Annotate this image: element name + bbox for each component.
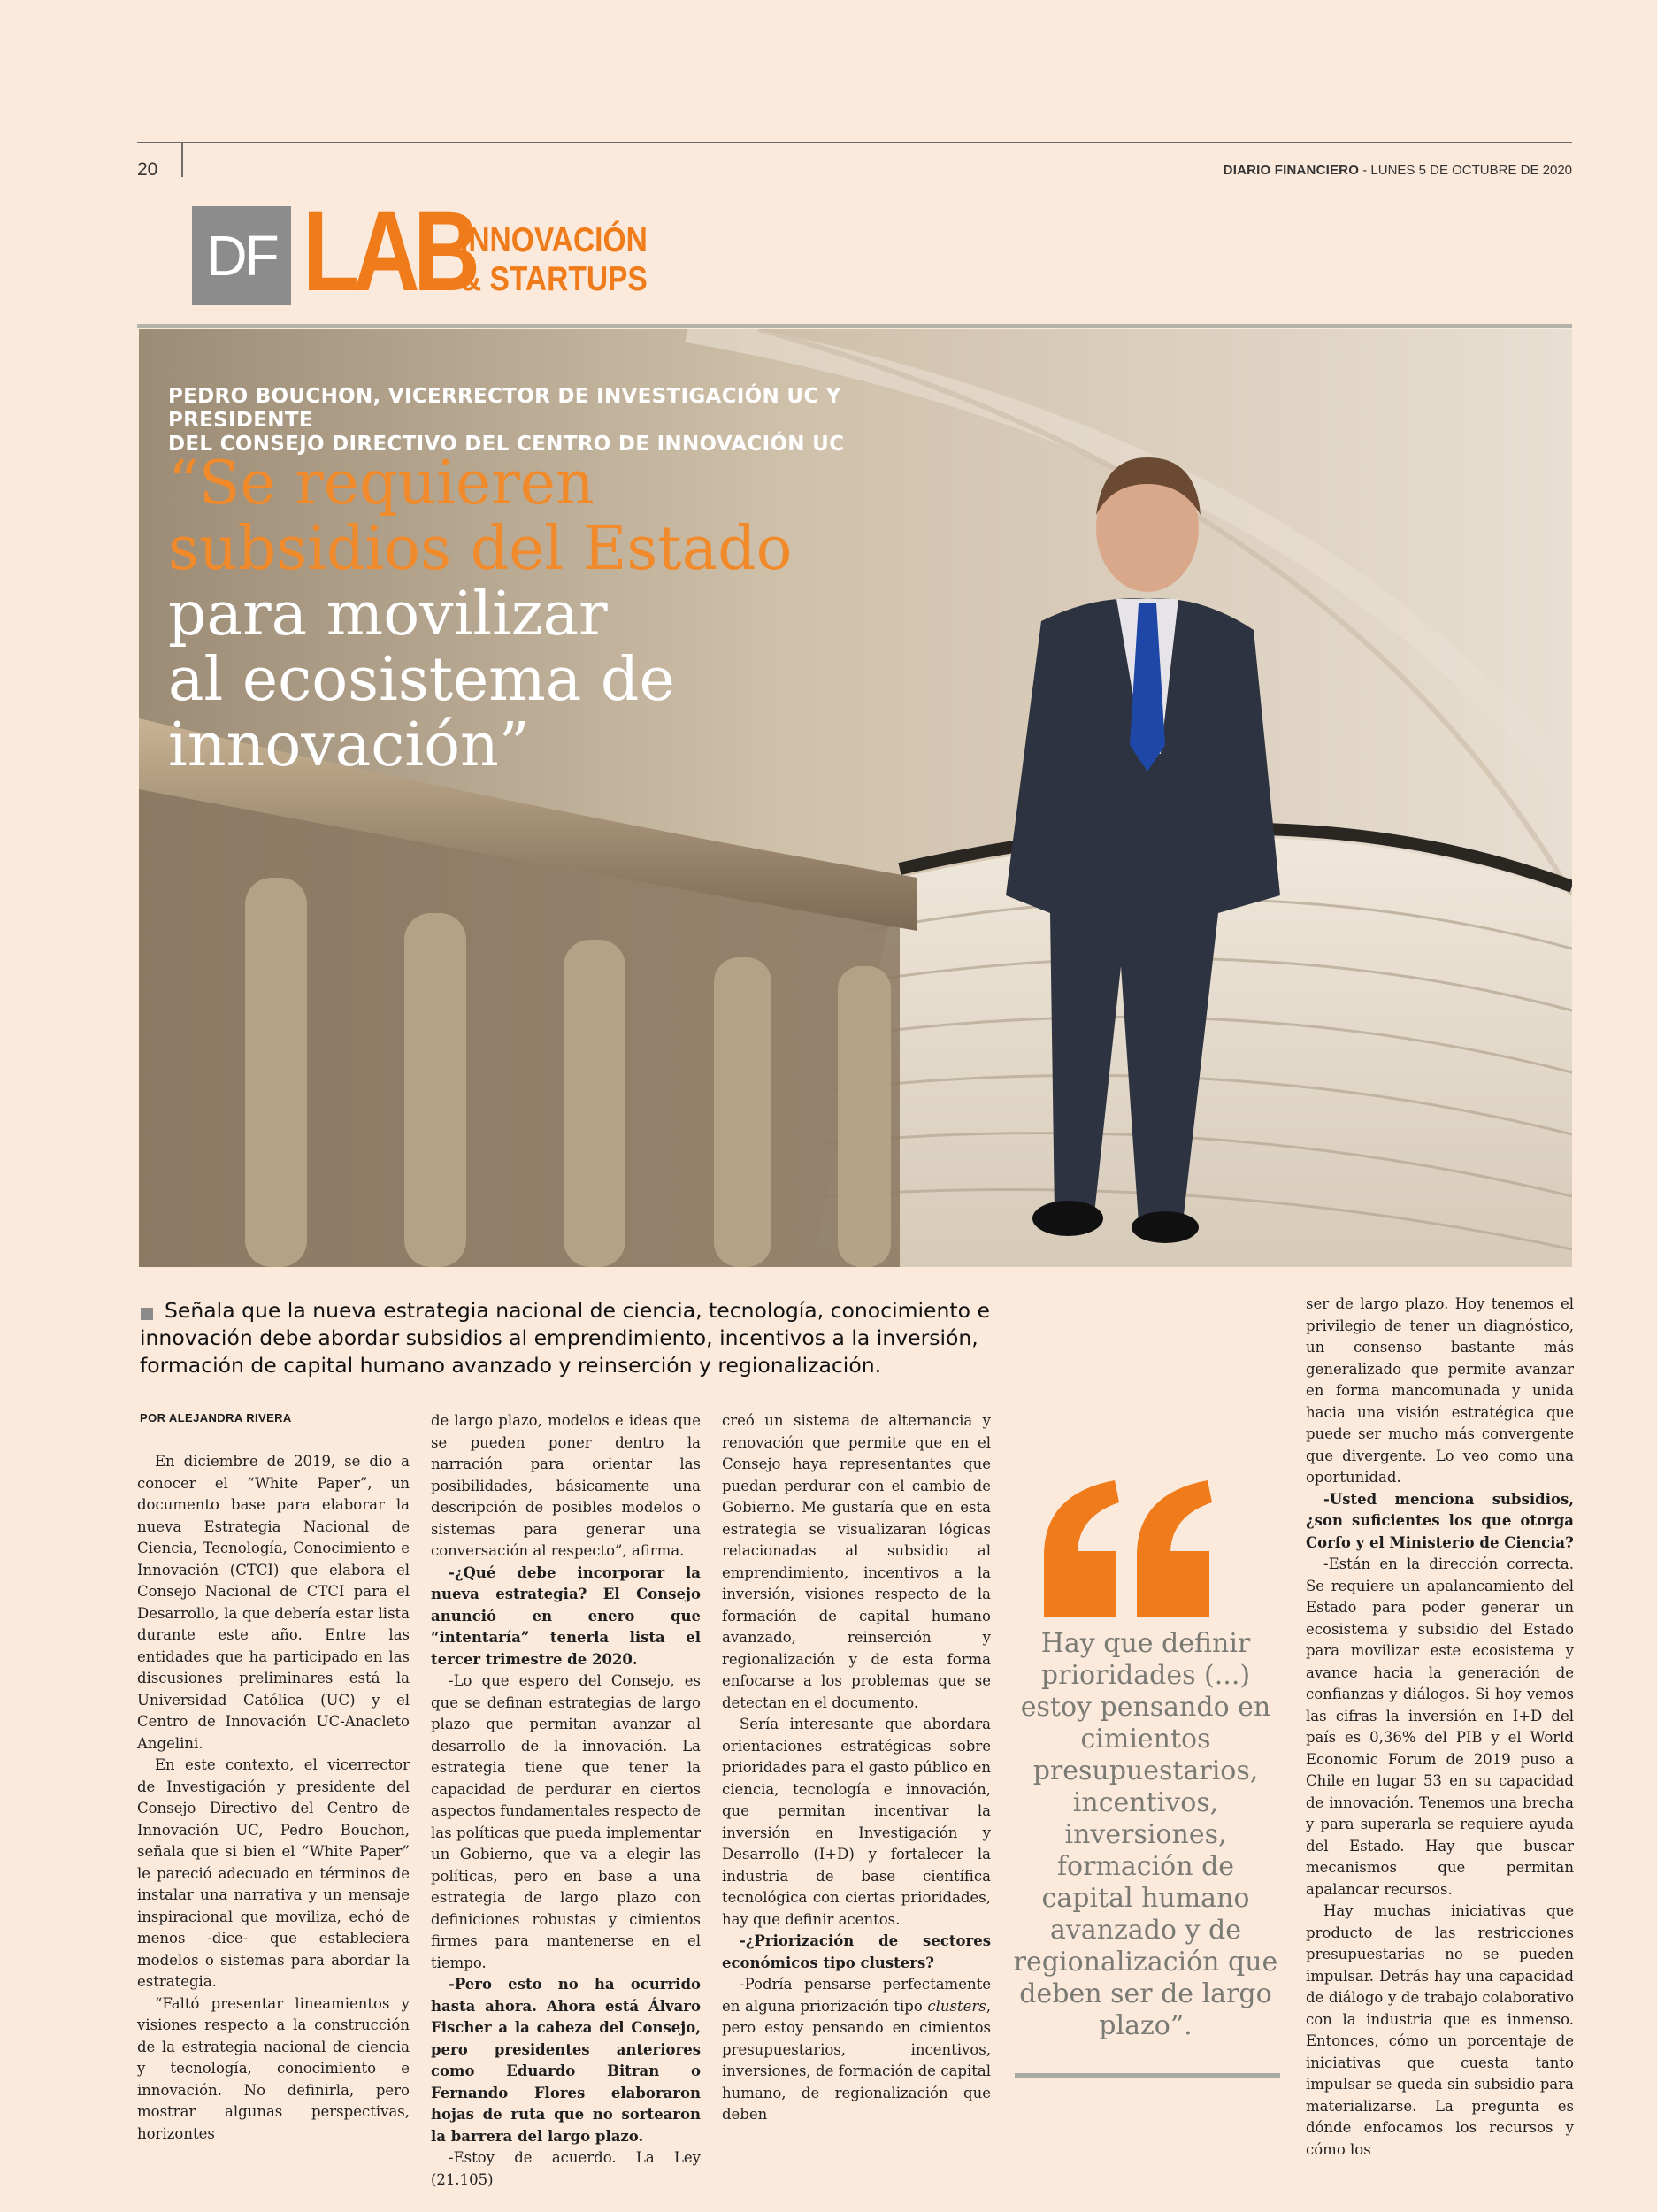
- body-column-1: [137, 1451, 410, 2145]
- lab-logo-text: LAB: [303, 188, 474, 315]
- paragraph: de largo plazo, modelos e ideas que se pueden poner dentro la narración para orientar las posibilidades, básicamente una descripción de posibles modelos o sistemas para generar una conversación al respecto”, afirma.: [431, 1412, 701, 1559]
- masthead: [1224, 163, 1572, 178]
- section-subtitle-line2: & STARTUPS: [460, 260, 648, 298]
- interview-answer: -Estoy de acuerdo. La Ley (21.105): [431, 2149, 701, 2188]
- masthead-separator: -: [1362, 163, 1371, 178]
- interview-question: -¿Qué debe incorporar la nueva estrategia? El Consejo anunció en enero que “intentaría” tenerla lista el tercer trimestre de 2020.: [431, 1563, 701, 1668]
- body-column-3: [722, 1410, 991, 2126]
- headline-orange-1: “Se requieren: [168, 449, 595, 518]
- interview-answer: [722, 1974, 991, 2126]
- paragraph: Hay muchas iniciativas que producto de las restricciones presupuestarias no se pueden impulsar. Detrás hay una capacidad de diálogo y de trabajo colaborativo con la industria que es inmenso. Entonces, cómo un porcentaje de iniciativas que cuesta tanto impulsar se queda sin subsidio para materializarse. La pregunta es dónde enfocamos los recursos y cómo los: [1306, 1902, 1574, 2158]
- header-rule: [137, 142, 1572, 143]
- interview-question: -Pero esto no ha ocurrido hasta ahora. Ahora está Álvaro Fischer a la cabeza del Consejo, pero presidentes anteriores como Eduardo Bitran o Fernando Flores elaboraron hojas de ruta que no sortearon la barrera del largo plazo.: [431, 1976, 701, 2145]
- photo-top-rule: [137, 324, 1572, 328]
- pull-quote-rule: [1015, 2073, 1280, 2078]
- body-column-4: [1306, 1294, 1574, 2161]
- quote-marks-icon: [1035, 1476, 1221, 1626]
- header-rule-tick: [181, 142, 183, 177]
- df-logo-box: DF: [192, 206, 291, 305]
- interview-question: -Usted menciona subsidios, ¿son suficientes los que otorga Corfo y el Ministerio de Ciencia?: [1306, 1490, 1574, 1551]
- paragraph: En este contexto, el vicerrector de Investigación y presidente del Consejo Directivo del Centro de Innovación UC, Pedro Bouchon, señala que si bien el “White Paper” le pareció adecuado en términos de instalar una narrativa y un mensaje inspiracional que moviliza, echó de menos -dice- que estableciera modelos o sistemas para abordar la estrategia.: [137, 1756, 410, 1990]
- paragraph: “Faltó presentar lineamientos y visiones respecto a la construcción de la estrategia nacional de ciencia y tecnología, conocimiento e innovación. No definirla, pero mostrar algunas perspectivas, horizontes: [137, 1994, 410, 2142]
- answer-text: , pero estoy pensando en cimientos presupuestarios, incentivos, inversiones, de formación de capital humano, de regionalización que deben: [722, 1997, 991, 2123]
- headline-white-1: para movilizar: [168, 580, 608, 649]
- paragraph: En diciembre de 2019, se dio a conocer el “White Paper”, un documento base para elaborar la nueva Estrategia Nacional de Ciencia, Tecnología, Conocimiento e Innovación (CTCI) que elabora el Consejo Nacional de CTCI para el Desarrollo, la que debería estar lista durante este año. Entre las entidades que ha participado en las discusiones preliminares está la Universidad Católica (UC) y el Centro de Innovación UC-Anacleto Angelini.: [137, 1453, 410, 1752]
- answer-italic-term: clusters: [927, 1997, 986, 2015]
- interview-answer: -Están en la dirección correcta. Se requiere un apalancamiento del Estado para poder generar un ecosistema y subsidio del Estado para movilizar este ecosistema y avance hacia la generación de confianzas y diálogos. Si hoy vemos las cifras la inversión en I+D del país es 0,36% del PIB y el World Economic Forum de 2019 puso a Chile en lugar 53 en su capacidad de innovación. Tenemos una brecha y para superarla se requiere ayuda del Estado. Hay que buscar mecanismos que permitan apalancar recursos.: [1306, 1555, 1574, 1898]
- paragraph: Sería interesante que abordara orientaciones estratégicas sobre prioridades para el gasto público en ciencia, tecnología e innovación, que permitan incentivar la inversión en Investigación y Desarrollo (I+D) y fortalecer la industria de base científica tecnológica con ciertas prioridades, hay que definir acentos.: [722, 1716, 991, 1928]
- article-kicker: [168, 385, 947, 457]
- interview-question: -¿Priorización de sectores económicos tipo clusters?: [722, 1932, 991, 1971]
- section-subtitle: [460, 221, 648, 299]
- article-headline: [168, 451, 1009, 779]
- interview-answer: -Lo que espero del Consejo, es que se definan estrategias de largo plazo que permitan avanzar al desarrollo de la innovación. La estrategia tiene que tener la capacidad de perdurar en ciertos aspectos fundamentales respecto de las políticas que pueda implementar un Gobierno, que va a elegir las políticas, pero en base a una estrategia de largo plazo con definiciones robustas y cimientos firmes para mantenerse en el tiempo.: [431, 1672, 701, 1971]
- body-column-2: [431, 1410, 701, 2191]
- headline-white-3: innovación”: [168, 710, 530, 780]
- headline-white-2: al ecosistema de: [168, 645, 675, 715]
- pull-quote: Hay que definir prioridades (...) estoy pensando en cimientos presupuestarios, incentivos, inversiones, formación de capital humano avanzado y de regionalización que deben ser de largo plazo”.: [1013, 1628, 1278, 2041]
- section-subtitle-line1: INNOVACIÓN: [460, 221, 648, 259]
- paragraph: creó un sistema de alternancia y renovación que permite que en el Consejo haya representantes que puedan perdurar con el cambio de Gobierno. Me gustaría que en esta estrategia se visualizaran lógicas relacionadas al subsidio al emprendimiento, incentivos a la inversión, visiones respecto de la formación de capital humano avanzado, reinserción y regionalización y de esta forma enfocarse a los problemas que se detectan en el documento.: [722, 1412, 991, 1711]
- publication-name: DIARIO FINANCIERO: [1223, 163, 1360, 178]
- page-number: 20: [137, 159, 158, 180]
- kicker-line-2: DEL CONSEJO DIRECTIVO DEL CENTRO DE INNOVACIÓN UC: [168, 433, 845, 456]
- article-lead: Señala que la nueva estrategia nacional de ciencia, tecnología, conocimiento e innovación debe abordar subsidios al emprendimiento, incentivos a la inversión, formación de capital humano avanzado y reinserción y regionalización.: [140, 1298, 990, 1378]
- byline: POR ALEJANDRA RIVERA: [140, 1411, 292, 1425]
- kicker-line-1: PEDRO BOUCHON, VICERRECTOR DE INVESTIGACIÓN UC Y PRESIDENTE: [168, 385, 841, 432]
- headline-orange-2: subsidios del Estado: [168, 514, 793, 584]
- publication-date: LUNES 5 DE OCTUBRE DE 2020: [1370, 163, 1572, 178]
- answer-text: -Podría pensarse perfectamente en alguna priorización tipo: [722, 1976, 991, 2015]
- paragraph: ser de largo plazo. Hoy tenemos el privilegio de tener un diagnóstico, un consenso bastante más generalizado que permite avanzar en forma mancomunada y unida hacia una visión estratégica que puede ser mucho más convergente que divergente. Lo veo como una oportunidad.: [1306, 1295, 1574, 1486]
